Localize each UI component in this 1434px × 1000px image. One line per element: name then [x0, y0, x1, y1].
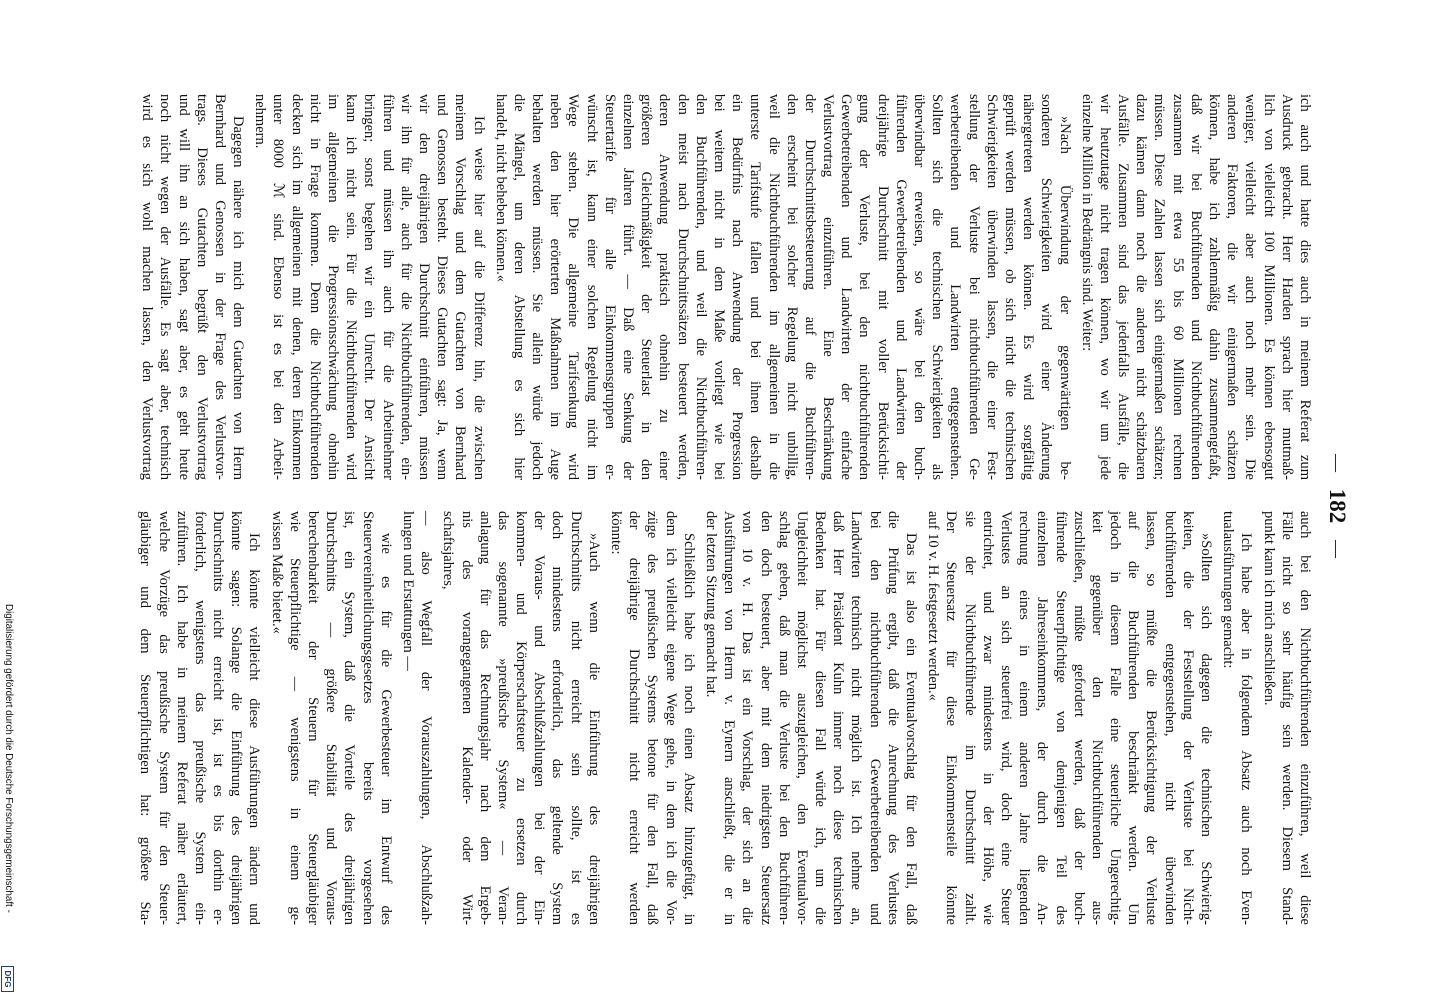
text-line: lich von vielleicht 100 Millionen. Es können ebensogut — [1260, 94, 1277, 480]
text-line: führenden Gewerbetreibenden und Landwirten der — [892, 94, 909, 480]
paragraph — [136, 511, 263, 925]
text-line: anderen Faktoren, die wir einigermaßen schätzen — [1224, 94, 1241, 480]
text-line: wird es sich wohl machen lassen, den Verlustvortrag — [139, 94, 156, 480]
text-line: wir heutzutage nicht tragen können, wo wir um jede — [1096, 94, 1113, 480]
paragraph — [702, 511, 920, 925]
paragraph — [138, 94, 247, 480]
text-line: Wege stehen. Die allgemeine Tarifsenkung wird — [565, 94, 582, 480]
text-line: unterste Tarifstufe fallen und bei ihnen deshalb — [747, 94, 764, 480]
text-line: »Auch wenn die Einführung des dreijährigen — [585, 533, 602, 925]
text-line: wie Steuerpflichtige — wenigstens in einem ge- — [286, 511, 303, 925]
text-line: auf 10 v. H. festgesetzt werden.« — [925, 511, 942, 701]
text-line: buchführenden entgegenstehen, nicht überwinden — [1161, 511, 1178, 925]
left-column — [138, 94, 1314, 480]
text-line: führende Steuerpflichtige von demjenigen Teil des — [1052, 511, 1069, 925]
text-line: keiten, die der Feststellung der Verluste bei Nicht- — [1179, 511, 1196, 925]
text-line: überwindbar erweisen, so wäre bei den buch- — [911, 94, 928, 480]
text-line: Ausdruck gebracht. Herr Harden sprach hier mutmaß- — [1278, 94, 1295, 480]
text-line: der Durchschnittsbesteuerung auf die Buchführen- — [801, 94, 818, 480]
text-line: von 10 v. H. Das ist ein Vorschlag, der sich an die — [739, 511, 756, 925]
text-line: Bedenken hat. Für diesen Fall würde ich, um die — [812, 511, 829, 925]
text-line: wir ihn für alle, auch für die Nichtbuchführenden, ein- — [397, 94, 414, 480]
text-line: weniger, vielleicht aber auch noch mehr sein. Die — [1242, 94, 1259, 480]
text-line: einzelne Million in Bedrängnis sind. Weiter: — [1078, 94, 1095, 352]
text-line: nehmern. — [252, 94, 269, 149]
text-line: Der Steuersatz für diese Einkommensteile könnte — [943, 511, 960, 925]
text-line: und will ihn an sich haben, sagt aber, es geht heute — [175, 94, 192, 480]
text-line: dazu kämen dann noch die anderen nicht schätzbaren — [1133, 94, 1150, 480]
text-line: Ungleichheit möglichst auszugleichen, den Eventualvor- — [793, 511, 810, 925]
text-line: neben den hier erörterten Maßnahmen im Auge — [547, 94, 564, 480]
text-line: Steuervereinheitlichungsgesetzes bereits vorgesehen — [359, 511, 376, 925]
text-line: berechenbarkeit der Steuern für Steuergläubiger — [305, 511, 322, 925]
text-line: daß wir bei Buchführenden und Nichtbuchführenden — [1187, 94, 1204, 480]
paragraph — [439, 511, 603, 925]
digitization-credit: Digitalisierung gefördert durch die Deutsche Forschungsgemeinschaft - — [3, 604, 14, 913]
text-line: ein Bedürfnis nach Anwendung der Progression — [729, 94, 746, 480]
text-line: nis des vorangegangenen Kalender- oder Wirt- — [458, 511, 475, 925]
text-line: wünscht ist, kann einer solchen Regelung nicht im — [583, 94, 600, 480]
text-line: jedoch in diesem Falle eine steuerliche Ungerechtig- — [1107, 511, 1124, 925]
text-line: daß Herr Präsident Kuhn immer noch diese technischen — [830, 511, 847, 925]
text-line: züge des preußischen Systems betone für den Fall, daß — [644, 511, 661, 925]
text-line: werbetreibenden und Landwirten entgegenstehen. — [947, 94, 964, 480]
text-line: kann ich nicht sein. Für die Nichtbuchführenden wird — [343, 94, 360, 480]
text-line: Fälle nicht so sehr häufig sein werden. Diesem Stand- — [1278, 511, 1295, 925]
page-number: 182 — [1325, 488, 1350, 524]
text-line: forderlich, wenigstens das preußische System ein- — [191, 511, 208, 925]
text-line: trags. Dieses Gutachten begrüßt den Verlustvortrag — [193, 94, 210, 480]
text-line: meinem Vorschlag und dem Gutachten von Bernhard — [452, 94, 469, 480]
text-line: Ausfälle. Zusammen sind das jedenfalls Ausfälle, die — [1115, 94, 1132, 480]
text-line: wie es für die Gewerbesteuer im Entwurf des — [377, 533, 394, 925]
text-line: Sollten sich die technischen Schwierigkeiten als — [929, 94, 946, 480]
text-line: die Mängel, um deren Abstellung es sich hier — [510, 94, 527, 480]
text-line: einzelnen Jahreseinkommens, der durch die An- — [1034, 511, 1051, 925]
text-line: lassen, so müßte die Berücksichtigung der Verluste — [1143, 511, 1160, 925]
text-line: müssen. Diese Zahlen lassen sich einigermaßen schätzen; — [1151, 94, 1168, 480]
text-line: punkt kann ich mich anschließen. — [1260, 511, 1277, 706]
text-line: auf die Buchführenden beschränkt werden. Um — [1125, 511, 1142, 925]
text-line: der dreijährige Durchschnitt nicht erreicht werden — [626, 511, 643, 925]
text-line: behalten werden müssen. Sie allein würde jedoch — [529, 94, 546, 480]
text-line: sonderen Schwierigkeiten wird einer Änderung — [1038, 94, 1055, 480]
text-line: Schwierigkeiten überwinden lassen, die einer Fest- — [983, 94, 1000, 480]
text-line: Ich habe aber in folgendem Absatz auch noch Even- — [1238, 533, 1255, 925]
text-line: den erscheint bei solcher Regelung nicht unbillig, — [783, 94, 800, 480]
text-line: Ausführungen von Herrn v. Eynern anschließt, die er in — [721, 511, 738, 925]
text-line: Bernhard und Genossen in der Frage des Verlustvor- — [211, 94, 228, 480]
text-line: den Buchführenden, und weil die Nichtbuchführen- — [692, 94, 709, 480]
paragraph — [251, 94, 487, 480]
text-line: stellung der Verluste bei nichtbuchführenden Ge- — [965, 94, 982, 480]
text-line: — also Wegfall der Vorauszahlungen, Abschlußzah- — [418, 511, 435, 925]
text-line: »Sollten sich dagegen die technischen Schwierig- — [1198, 533, 1215, 925]
text-line: können, habe ich zahlenmäßig dahin zusammengefaßt, — [1206, 94, 1223, 480]
text-line: Gewerbetreibenden und Landwirten der einfache — [838, 94, 855, 480]
text-line: größeren Gleichmäßigkeit der Steuerlast in den — [638, 94, 655, 480]
text-line: zuführen. Ich habe in meinem Referat näher erläutert, — [173, 511, 190, 925]
text-line: entrichtet, und zwar mindestens in der Höhe, wie — [979, 511, 996, 925]
text-line: Landwirten technisch nicht möglich ist. Ich nehme an, — [848, 511, 865, 925]
text-line: Verlustes an sich steuerfrei wird, doch eine Steuer — [998, 511, 1014, 925]
text-line: Durchschnitts nicht erreicht ist, ist es bis dorthin er- — [210, 511, 227, 925]
text-line: auch bei den Nichtbuchführenden einzuführen, weil diese — [1297, 511, 1313, 925]
text-line: unter 8000 ℳ sind. Ebenso ist es bei den Arbeit- — [270, 94, 287, 480]
paragraph — [924, 511, 1215, 925]
right-column — [136, 511, 1314, 925]
text-line: könnte sagen: Solange die Einführung des dreijährigen — [228, 511, 245, 925]
paragraph — [1219, 511, 1255, 925]
paragraph — [1078, 94, 1314, 480]
text-line: wir den dreijährigen Durchschnitt einführen, müssen — [416, 94, 432, 480]
text-line: den doch besteuert, aber mit dem niedrigsten Steuersatz — [757, 511, 774, 925]
paragraph — [268, 511, 395, 925]
text-line: welche Vorzüge das preußische System für den Steuer- — [155, 511, 172, 925]
text-line: einzelnen Jahren führt. — Daß eine Senkung der — [620, 94, 637, 480]
paragraph — [1259, 511, 1314, 925]
text-line: bei weitem nicht in dem Maße vorliegt wie bei — [711, 94, 727, 480]
text-line: Durchschnitts — größere Stabilität und Voraus- — [323, 511, 340, 925]
text-line: Das ist also ein Eventualvorschlag für den Fall, daß — [903, 533, 920, 925]
text-line: nähergetreten werden können. Es wird sorgfältig — [1020, 94, 1037, 480]
text-line: bringen; sonst begehen wir ein Unrecht. Der Ansicht — [361, 94, 378, 480]
text-line: dreijährige Durchschnitt mit voller Berücksichti- — [874, 94, 891, 480]
text-line: führen und müssen ihn auch für die Arbeitnehmer — [379, 94, 396, 480]
paragraph — [492, 94, 1074, 480]
paragraph — [607, 511, 698, 925]
header-dash: — — [1327, 454, 1347, 472]
text-line: ich auch und hatte dies auch in meinem Referat zum — [1297, 94, 1313, 480]
text-line: und Genossen besteht. Dieses Gutachten sagt: Ja, wenn — [434, 94, 451, 480]
text-line: nicht in Frage kommen. Denn die Nichtbuchführenden — [306, 94, 323, 480]
text-line: Dagegen nähere ich mich dem Gutachten von Herrn — [230, 116, 247, 480]
text-line: »Nach Überwindung der gegenwärtigen be- — [1056, 116, 1073, 480]
text-line: könnte: — [608, 511, 625, 555]
text-line: keit gegenüber den Nichtbuchführenden aus- — [1088, 511, 1105, 925]
text-line: geprüft werden müssen, ob sich nicht die technischen — [1002, 94, 1018, 480]
text-line: zuschließen, müßte gefordert werden, daß der buch- — [1070, 511, 1087, 925]
text-line: weil die Nichtbuchführenden im allgemeinen in die — [765, 94, 782, 480]
text-line: anlagung für das Rechnungsjahr nach dem Ergeb- — [476, 511, 493, 925]
text-line: rechnung eines in einem anderen Jahre liegenden — [1016, 511, 1033, 925]
text-line: gung der Verluste, bei den nichtbuchführenden — [856, 94, 873, 480]
text-line: kommen- und Körperschaftsteuer zu ersetzen durch — [513, 511, 530, 925]
text-line: der Voraus- und Abschlußzahlungen bei der Ein- — [531, 511, 548, 925]
text-line: dem ich vielleicht eigene Wege gehe, in dem ich die Vor- — [662, 511, 679, 925]
text-line: Ich könnte vielleicht diese Ausführungen ändern und — [246, 533, 263, 925]
paragraph — [399, 511, 435, 925]
text-line: gläubiger und dem Steuerpflichtigen hat: größere Sta- — [137, 511, 154, 925]
text-line: doch mindestens erforderlich, das geltende System — [549, 511, 566, 925]
text-line: schlag geben, daß man die Verluste bei den Buchführen- — [775, 511, 792, 925]
text-line: im allgemeinen die Progressionsschwächung ohnehin — [325, 94, 342, 480]
text-line: Steuertarife für alle Einkommensgruppen er- — [601, 94, 618, 480]
dfg-logo: DFG — [1, 966, 14, 992]
text-line: Ich weise hier auf die Differenz hin, die zwischen — [470, 116, 487, 480]
text-line: Durchschnitts nicht erreicht sein sollte, ist es — [567, 511, 584, 925]
text-line: handelt, nicht beheben können.« — [492, 94, 509, 283]
text-line: Schließlich habe ich noch einen Absatz hinzugefügt, in — [680, 533, 697, 925]
text-line: das sogenannte »preußische System« — Veran- — [494, 511, 511, 925]
text-line: lungen und Erstattungen — — [400, 511, 416, 671]
text-line: Verlustvortrag einzuführen. Eine Beschränkung — [820, 94, 837, 480]
text-line: decken sich im allgemeinen mit denen, deren Einkommen — [288, 94, 305, 480]
text-line: die Prüfung ergibt, daß die Anrechnung des Verlustes — [884, 511, 901, 925]
text-line: der letzten Sitzung gemacht hat. — [703, 511, 719, 698]
text-line: noch nicht wegen der Ausfälle. Es sagt aber, technisch — [157, 94, 174, 480]
text-line: schaftsjahres, — [440, 511, 457, 590]
text-line: wissen Maße bietet.« — [268, 511, 285, 634]
text-line: zusammen mit etwa 55 bis 60 Millionen rechnen — [1169, 94, 1186, 480]
text-line: bei den nichtbuchführenden Gewerbetreibenden und — [866, 511, 883, 925]
header-dash: — — [1327, 540, 1347, 558]
text-line: sie der Nichtbuchführende im Durchschnitt zahlt. — [961, 511, 978, 925]
text-line: den meist nach Durchschnittssätzen besteuert werden, — [674, 94, 691, 480]
text-line: deren Anwendung praktisch ohnehin zu einer — [656, 94, 673, 480]
text-line: ist, ein System, daß die Vorteile des dreijährigen — [341, 511, 358, 925]
text-line: tualausführungen gemacht: — [1220, 511, 1237, 669]
